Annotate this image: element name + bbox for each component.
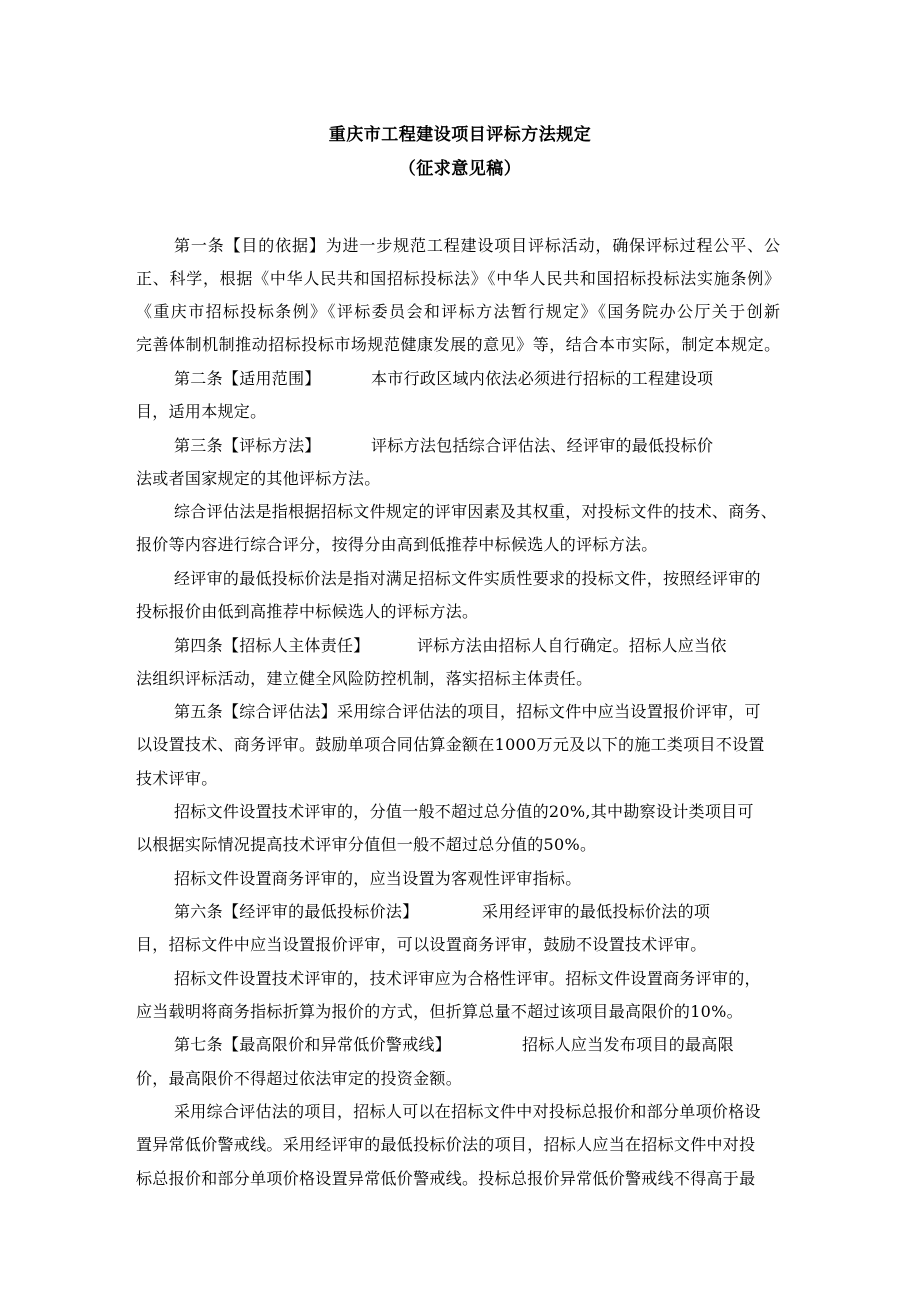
text-line: 评标方法包括综合评估法、经评审的最低投标价 <box>371 436 714 455</box>
text-line: 法或者国家规定的其他评标方法。 <box>136 469 381 488</box>
text-line: 《重庆市招标投标条例》《评标委员会和评标方法暂行规定》《国务院办公厅关于创新 <box>136 302 782 321</box>
text-line: 标总报价和部分单项价格设置异常低价警戒线。投标总报价异常低价警戒线不得高于最 <box>136 1169 756 1188</box>
text-line: 招标人应当发布项目的最高限 <box>522 1035 734 1054</box>
document-title: 重庆市工程建设项目评标方法规定 <box>328 125 592 145</box>
text-line: 招标文件设置技术评审的，技术评审应为合格性评审。招标文件设置商务评审的， <box>174 969 761 988</box>
article-heading: 第四条【招标人主体责任】 <box>174 636 370 655</box>
text-line: 第一条【目的依据】为进一步规范工程建设项目评标活动，确保评标过程公平、公 <box>174 236 781 255</box>
text-line: 采用综合评估法的项目，招标人可以在招标文件中对投标总报价和部分单项价格设 <box>174 1102 761 1121</box>
text-line: 本市行政区域内依法必须进行招标的工程建设项 <box>371 369 714 388</box>
text-line: 完善体制机制推动招标投标市场规范健康发展的意见》等，结合本市实际，制定本规定。 <box>136 335 781 354</box>
article-heading: 第二条【适用范围】 <box>174 369 321 388</box>
article-heading: 第三条【评标方法】 <box>174 436 321 455</box>
text-line: 价，最高限价不得超过依法审定的投资金额。 <box>136 1069 463 1088</box>
text-line: 招标文件设置技术评审的，分值一般不超过总分值的20%,其中勘察设计类项目可 <box>174 802 754 821</box>
text-line: 置异常低价警戒线。采用经评审的最低投标价法的项目，招标人应当在招标文件中对投 <box>136 1135 756 1154</box>
text-line: 应当载明将商务指标折算为报价的方式，但折算总量不超过该项目最高限价的10%。 <box>136 1002 743 1021</box>
text-line: 综合评估法是指根据招标文件规定的评审因素及其权重，对投标文件的技术、商务、 <box>174 502 778 521</box>
text-line: 法组织评标活动，建立健全风险防控机制，落实招标主体责任。 <box>136 669 593 688</box>
text-line: 目，招标文件中应当设置报价评审，可以设置商务评审，鼓励不设置技术评审。 <box>136 935 707 954</box>
text-line: 报价等内容进行综合评分，按得分由高到低推荐中标候选人的评标方法。 <box>136 535 658 554</box>
article-heading: 第六条【经评审的最低投标价法】 <box>174 902 419 921</box>
text-line: 正、科学，根据《中华人民共和国招标投标法》《中华人民共和国招标投标法实施条例》 <box>136 269 781 288</box>
text-line: 经评审的最低投标价法是指对满足招标文件实质性要求的投标文件，按照经评审的 <box>174 569 761 588</box>
text-line: 以根据实际情况提高技术评审分值但一般不超过总分值的50%。 <box>136 835 597 854</box>
text-line: 评标方法由招标人自行确定。招标人应当依 <box>417 636 727 655</box>
text-line: 投标报价由低到高推荐中标候选人的评标方法。 <box>136 602 479 621</box>
text-line: 招标文件设置商务评审的，应当设置为客观性评审指标。 <box>174 869 582 888</box>
document-subtitle: （征求意见稿） <box>398 159 522 179</box>
text-line: 以设置技术、商务评审。鼓励单项合同估算金额在1000万元及以下的施工类项目不设置 <box>136 735 765 754</box>
text-line: 目，适用本规定。 <box>136 402 267 421</box>
text-line: 采用经评审的最低投标价法的项 <box>482 902 711 921</box>
text-line: 技术评审。 <box>136 769 218 788</box>
article-heading: 第七条【最高限价和异常低价警戒线】 <box>174 1035 452 1054</box>
text-line: 第五条【综合评估法】采用综合评估法的项目，招标文件中应当设置报价评审，可 <box>174 702 761 721</box>
